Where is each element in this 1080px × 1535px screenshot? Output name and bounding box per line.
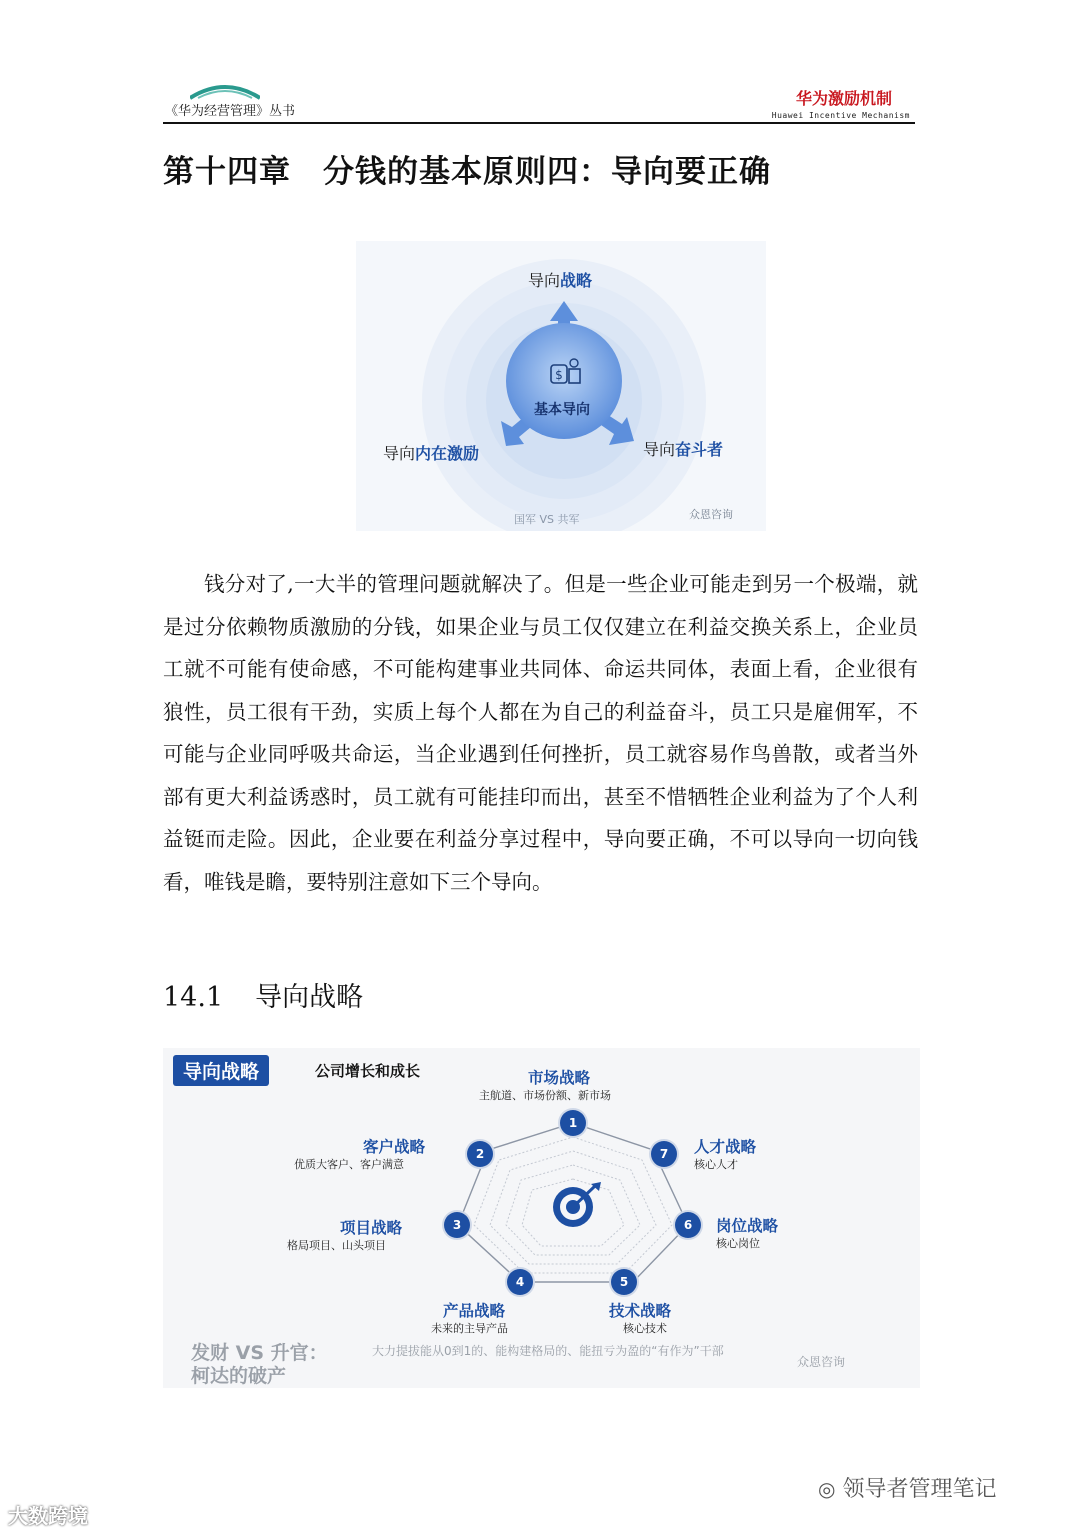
node-project-strategy-sub: 格局项目、山头项目: [287, 1239, 386, 1252]
header-divider: [163, 122, 915, 124]
figure2-footer-heading: 发财 VS 升官：: [191, 1342, 328, 1364]
basic-orientation-figure: [356, 241, 766, 531]
node-project-strategy-title: 项目战略: [340, 1219, 403, 1237]
body-paragraph: 钱分对了,一大半的管理问题就解决了。但是一些企业可能走到另一个极端，就是过分依赖物质激励的分钱，如果企业与员工仅仅建立在利益交换关系上，企业员工就不可能有使命感，不可能构建事业共同体、命运共同体，表面上看，企业很有狼性，员工很有干劲，实质上每个人都在为自己的利益奋斗，员工只是雇佣军，不可能与企业同呼吸共命运，当企业遇到任何挫折，员工就容易作鸟兽散，或者当外部有更大利益诱惑时，员工就有可能挂印而出，甚至不惜牺牲企业利益为了个人利益铤而走险。因此，企业要在利益分享过程中，导向要正确，不可以导向一切向钱看，唯钱是瞻，要特别注意如下三个导向。: [163, 572, 918, 894]
node-market-strategy-title: 市场战略: [528, 1069, 591, 1087]
node-3-badge: 3: [444, 1212, 470, 1238]
node-5-badge: 5: [611, 1269, 637, 1295]
node-market-strategy-sub: 主航道、市场份额、新市场: [479, 1089, 611, 1102]
node-customer-strategy-title: 客户战略: [363, 1138, 426, 1156]
section-title: 导向战略: [255, 982, 364, 1013]
node-1-badge: 1: [560, 1110, 586, 1136]
node-technology-strategy-sub: 核心技术: [623, 1322, 667, 1335]
book-title-en: Huawei Incentive Mechanism: [771, 111, 910, 120]
label-orient-strivers: 导向奋斗者: [643, 440, 724, 459]
label-orient-strategy: 导向战略: [528, 271, 593, 290]
strategy-orientation-figure: [163, 1048, 920, 1388]
node-2-badge: 2: [467, 1141, 493, 1167]
chapter-title: 第十四章 分钱的基本原则四：导向要正确: [163, 154, 771, 190]
wechat-watermark: [818, 1472, 996, 1503]
node-7-badge: 7: [651, 1141, 677, 1167]
figure1-footer: 国军 VS 共军: [514, 513, 580, 526]
node-position-strategy-title: 岗位战略: [716, 1217, 779, 1235]
wechat-icon: ◎: [818, 1477, 836, 1501]
section-number: 14.1: [163, 982, 224, 1013]
node-customer-strategy-sub: 优质大客户、客户满意: [294, 1158, 404, 1171]
center-label: 基本导向: [534, 402, 590, 418]
node-product-strategy-title: 产品战略: [443, 1302, 506, 1320]
money-icon: [549, 357, 583, 389]
label-orient-intrinsic: 导向内在激励: [383, 444, 480, 463]
figure1-watermark: 众恩咨询: [689, 508, 733, 521]
wechat-watermark-text: 领导者管理笔记: [842, 1477, 997, 1502]
figure2-watermark: 众恩咨询: [797, 1355, 846, 1369]
figure2-tag-subtitle: 公司增长和成长: [315, 1062, 421, 1080]
node-talent-strategy-title: 人才战略: [694, 1138, 757, 1156]
book-title-cn: 华为激励机制: [795, 89, 892, 108]
node-talent-strategy-sub: 核心人才: [694, 1158, 738, 1171]
svg-text:$: $: [555, 368, 563, 382]
node-technology-strategy-title: 技术战略: [609, 1302, 672, 1320]
book-series-label: 《华为经营管理》丛书: [165, 104, 296, 119]
target-icon: [553, 1182, 601, 1227]
node-6-badge: 6: [675, 1212, 701, 1238]
corner-watermark: 大数跨境: [8, 1504, 88, 1528]
figure2-footer-note: 大力提拔能从0到1的、能构建格局的、能扭亏为盈的“有作为”干部: [372, 1344, 724, 1358]
node-product-strategy-sub: 未来的主导产品: [431, 1322, 508, 1335]
figure2-footer-heading-2: 柯达的破产: [191, 1365, 287, 1387]
node-4-badge: 4: [507, 1269, 533, 1295]
figure2-tag: 导向战略: [173, 1055, 269, 1086]
section-heading: [163, 975, 395, 1014]
node-position-strategy-sub: 核心岗位: [716, 1237, 760, 1250]
